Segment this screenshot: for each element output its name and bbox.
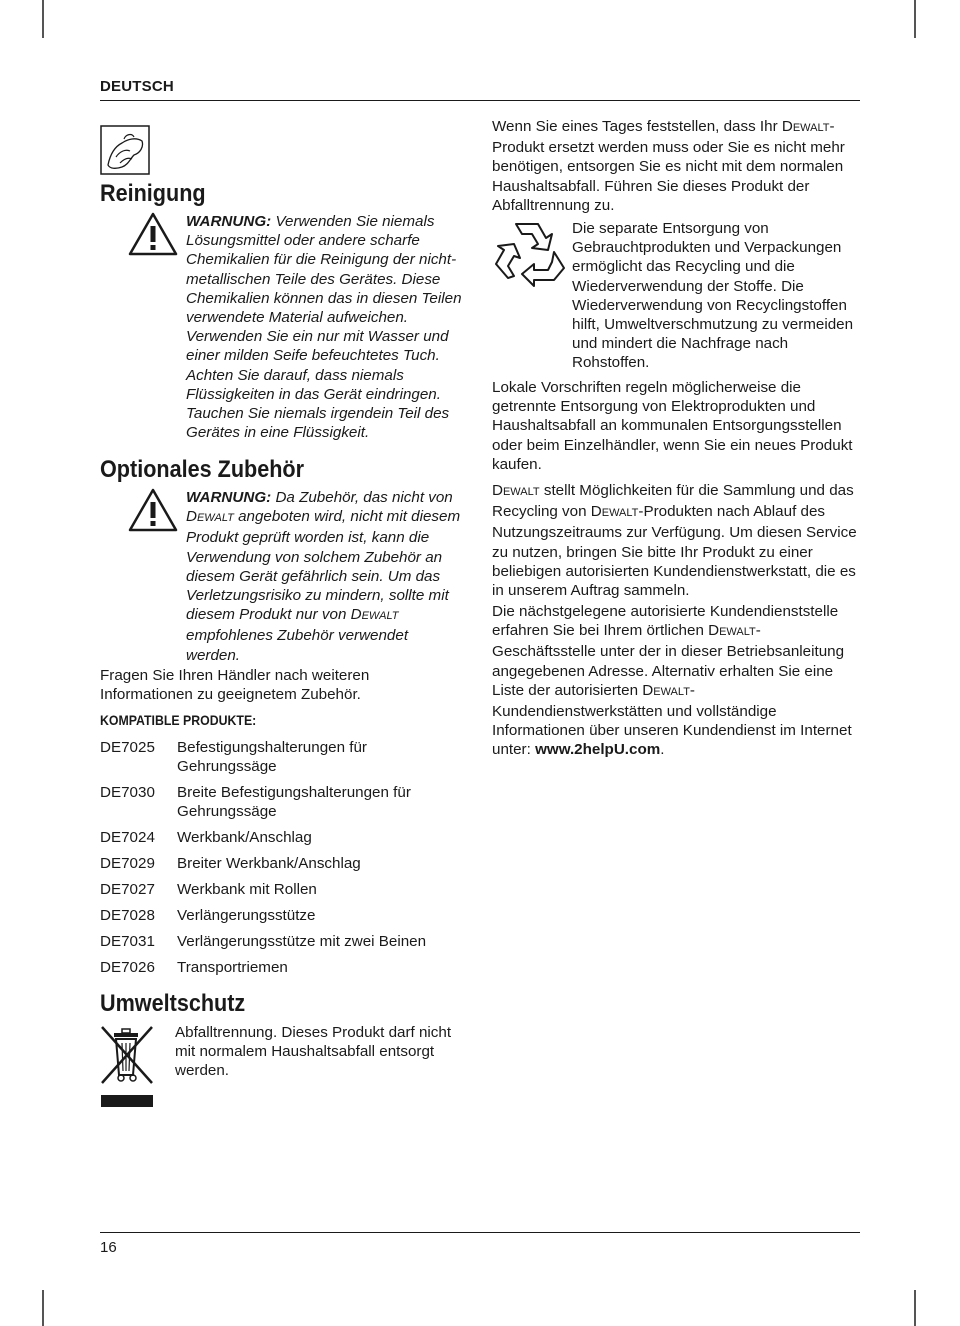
warning-text: empfohlenes Zubehör verwendet werden. bbox=[186, 627, 409, 664]
product-code: DE7024 bbox=[100, 829, 155, 846]
product-code: DE7026 bbox=[100, 959, 155, 976]
brand: D bbox=[186, 508, 197, 526]
accessories-heading: Optionales Zubehör bbox=[100, 456, 305, 483]
brand: EWALT bbox=[196, 512, 234, 525]
text: -Geschäftsstelle unter der in dieser Betriebsanleitung angegebenen Adresse. Alternativ erhalten Sie eine Liste der autorisierten bbox=[492, 622, 845, 699]
warning-text: angeboten wird, nicht mit diesem Produkt geprüft worden ist, kann die Verwendung von solchem Zubehör an diesem Gerät gefährlich sein. Um das Verletzungsrisiko zu mindern, sollte mit diesem Produkt nur von bbox=[186, 508, 461, 624]
recycle-text: Die separate Entsorgung von Gebrauchtprodukten und Verpackungen ermöglicht das Recycling und die Wiederverwendung der Stoffe. Die Wiederverwendung von Recyclingstoffen hilft, Umweltverschmutzung zu vermeiden und mindert die Nachfrage nach Rohstoffen. bbox=[572, 220, 854, 372]
page-number: 16 bbox=[100, 1239, 117, 1256]
product-description: Breiter Werkbank/Anschlag bbox=[177, 855, 361, 872]
product-code: DE7030 bbox=[100, 784, 155, 801]
warning-label: WARNUNG: bbox=[186, 213, 272, 230]
brand: EWALT bbox=[719, 626, 756, 639]
warning-label: WARNUNG: bbox=[186, 489, 272, 506]
cleaning-cloth-icon bbox=[100, 125, 150, 175]
brand: EWALT bbox=[361, 610, 399, 623]
environment-heading: Umweltschutz bbox=[100, 990, 246, 1017]
product-description: Werkbank/Anschlag bbox=[177, 829, 312, 846]
brand: EWALT bbox=[502, 486, 540, 498]
crop-mark bbox=[914, 0, 916, 38]
product-description: Verlängerungsstütze mit zwei Beinen bbox=[177, 933, 427, 950]
bin-text: Abfalltrennung. Dieses Produkt darf nicht mit normalem Haushaltsabfall entsorgt werden. bbox=[175, 1024, 452, 1080]
product-code: DE7025 bbox=[100, 739, 155, 756]
compatible-products-heading: KOMPATIBLE PRODUKTE: bbox=[100, 712, 257, 728]
footer-rule bbox=[100, 1232, 860, 1233]
warning-triangle-icon bbox=[128, 488, 178, 532]
brand: D bbox=[642, 681, 654, 699]
language-label: DEUTSCH bbox=[100, 78, 174, 95]
warning-text: Da Zubehör, das nicht von bbox=[275, 489, 453, 506]
brand: D bbox=[590, 503, 602, 521]
brand: EWALT bbox=[653, 685, 690, 698]
cleaning-heading: Reinigung bbox=[100, 180, 206, 207]
text: stellt Möglichkeiten für die Sammlung und das Recycling von bbox=[492, 482, 854, 521]
brand: EWALT bbox=[601, 507, 639, 520]
crop-mark bbox=[42, 0, 44, 38]
recycle-icon bbox=[492, 218, 566, 288]
cleaning-warning bbox=[186, 212, 462, 442]
crop-mark bbox=[42, 1290, 44, 1326]
product-description: Befestigungshalterungen für Gehrungssäge bbox=[177, 739, 367, 776]
text: Wenn Sie eines Tages feststellen, dass Ihr bbox=[492, 118, 782, 135]
brand: D bbox=[781, 118, 793, 135]
service-paragraph bbox=[492, 602, 864, 760]
header-rule bbox=[100, 100, 860, 101]
crop-mark bbox=[914, 1290, 916, 1326]
service-url[interactable]: www.2helpU.com bbox=[535, 741, 661, 759]
brand: D bbox=[492, 482, 503, 499]
accessories-warning bbox=[186, 488, 462, 665]
text: Die nächstgelegene autorisierte Kundendienststelle erfahren Sie bei Ihrem örtlichen bbox=[492, 603, 839, 640]
crossed-bin-icon bbox=[100, 1025, 154, 1109]
local-regulations: Lokale Vorschriften regeln möglicherweise die getrennte Entsorgung von Elektroprodukten und Haushaltsabfall an kommunalen Entsorgungsstellen oder beim Einzelhändler, wenn Sie ein neues Produkt kaufen. bbox=[492, 379, 853, 473]
product-description: Verlängerungsstütze bbox=[177, 907, 316, 924]
brand: EWALT bbox=[792, 122, 830, 134]
product-description: Breite Befestigungshalterungen für Gehrungssäge bbox=[177, 784, 411, 821]
warning-triangle-icon bbox=[128, 212, 178, 256]
dealer-info: Fragen Sie Ihren Händler nach weiteren Informationen zu geeignetem Zubehör. bbox=[100, 667, 370, 704]
brand: D bbox=[708, 622, 720, 640]
product-description: Werkbank mit Rollen bbox=[177, 881, 317, 898]
text: . bbox=[660, 741, 665, 759]
brand: D bbox=[350, 606, 362, 624]
collection-paragraph bbox=[492, 481, 864, 600]
product-code: DE7027 bbox=[100, 881, 155, 898]
text: -Produkten nach Ablauf des Nutzungszeitraums zur Verfügung. Um diesen Service zu nutzen, bringen Sie bitte Ihr Produkt zu einer beliebigen autorisierten Kundendienstwerkstatt, die es in unserem Auftrag sammeln. bbox=[492, 503, 857, 600]
product-code: DE7028 bbox=[100, 907, 155, 924]
product-code: DE7031 bbox=[100, 933, 155, 950]
text: -Kundendienstwerkstätten und vollständige Informationen über unseren Kundendienst im Internet unter: bbox=[492, 681, 852, 759]
text: -Produkt ersetzt werden muss oder Sie es nicht mehr benötigen, entsorgen Sie es nicht mit dem normalen Haushaltsabfall. Führen Sie dieses Produkt der Abfalltrennung zu. bbox=[492, 118, 845, 214]
cleaning-warning-text: Verwenden Sie niemals Lösungsmittel oder andere scharfe Chemikalien für die Reinigung der nicht-metallischen Teile des Gerätes. Diese Chemikalien können das in diesen Teilen verwendete Material aufweichen. Verwenden Sie ein nur mit Wasser und einer milden Seife befeuchtetes Tuch. Achten Sie darauf, dass niemals Flüssigkeiten in das Gerät eindringen. Tauchen Sie niemals irgendein Teil des Gerätes in eine Flüssigkeit. bbox=[186, 213, 462, 442]
product-code: DE7029 bbox=[100, 855, 155, 872]
disposal-paragraph bbox=[492, 117, 864, 215]
product-description: Transportriemen bbox=[177, 959, 288, 976]
